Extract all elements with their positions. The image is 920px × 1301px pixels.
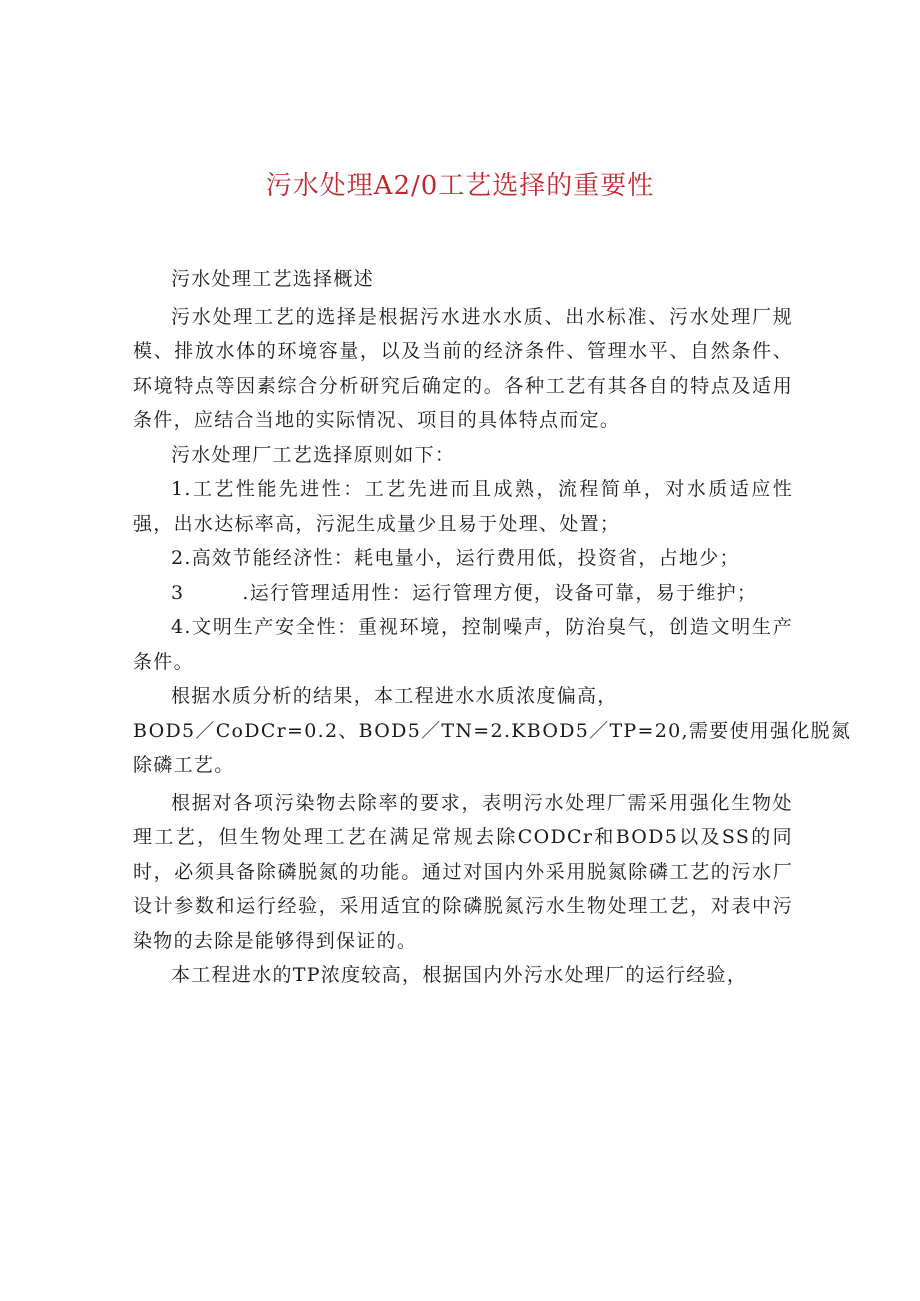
principle-item-2: [133, 541, 793, 576]
principles-heading: 污水处理厂工艺选择原则如下：: [171, 443, 456, 466]
principle-item-3: [133, 576, 793, 611]
document-title: 污水处理A2/0工艺选择的重要性: [265, 171, 655, 201]
last-paragraph: 本工程进水的TP浓度较高，根据国内外污水处理厂的运行经验，: [171, 964, 748, 986]
analysis-line-2: BOD5／CoDCr=0.2、BOD5／TN=2.KBOD5／TP=20,需要使用强化脱氮: [133, 719, 852, 742]
principle-text: .运行管理适用性：运行管理方便，设备可靠，易于维护；: [242, 581, 758, 604]
principle-item-1: [133, 472, 793, 541]
principle-number: 2: [171, 547, 185, 569]
analysis-paragraph: [133, 679, 852, 783]
section-heading: 污水处理工艺选择概述: [171, 268, 375, 290]
analysis-line-3: 除磷工艺。: [133, 754, 235, 776]
removal-paragraph: 根据对各项污染物去除率的要求，表明污水处理厂需采用强化生物处理工艺，但生物处理工艺在满足常规去除CODCr和BOD5以及SS的同时，必须具备除磷脱氮的功能。通过对国内外采用脱氮除磷工艺的污水厂设计参数和运行经验，采用适宜的除磷脱氮污水生物处理工艺，对表中污染物的去除是能够得到保证的。: [133, 791, 793, 952]
principle-item-4: [133, 610, 793, 679]
intro-paragraph: 污水处理工艺的选择是根据污水进水水质、出水标准、污水处理厂规模、排放水体的环境容量，以及当前的经济条件、管理水平、自然条件、环境特点等因素综合分析研究后确定的。各种工艺有其各自的特点及适用条件，应结合当地的实际情况、项目的具体特点而定。: [133, 305, 793, 431]
principle-text: .高效节能经济性：耗电量小，运行费用低，投资省，占地少；: [184, 547, 740, 569]
principle-number: 1: [171, 478, 185, 500]
principle-number: 4: [171, 616, 185, 638]
principle-text: .文明生产安全性：重视环境，控制噪声，防治臭气，创造文明生产条件。: [133, 616, 793, 673]
analysis-line-1: 根据水质分析的结果，本工程进水水质浓度偏高，: [171, 685, 618, 707]
principle-text: .工艺性能先进性：工艺先进而且成熟，流程简单，对水质适应性强，出水达标率高，污泥生成量少且易于处理、处置；: [133, 478, 793, 535]
document-body: [133, 262, 852, 993]
principle-number: 3: [171, 581, 185, 604]
